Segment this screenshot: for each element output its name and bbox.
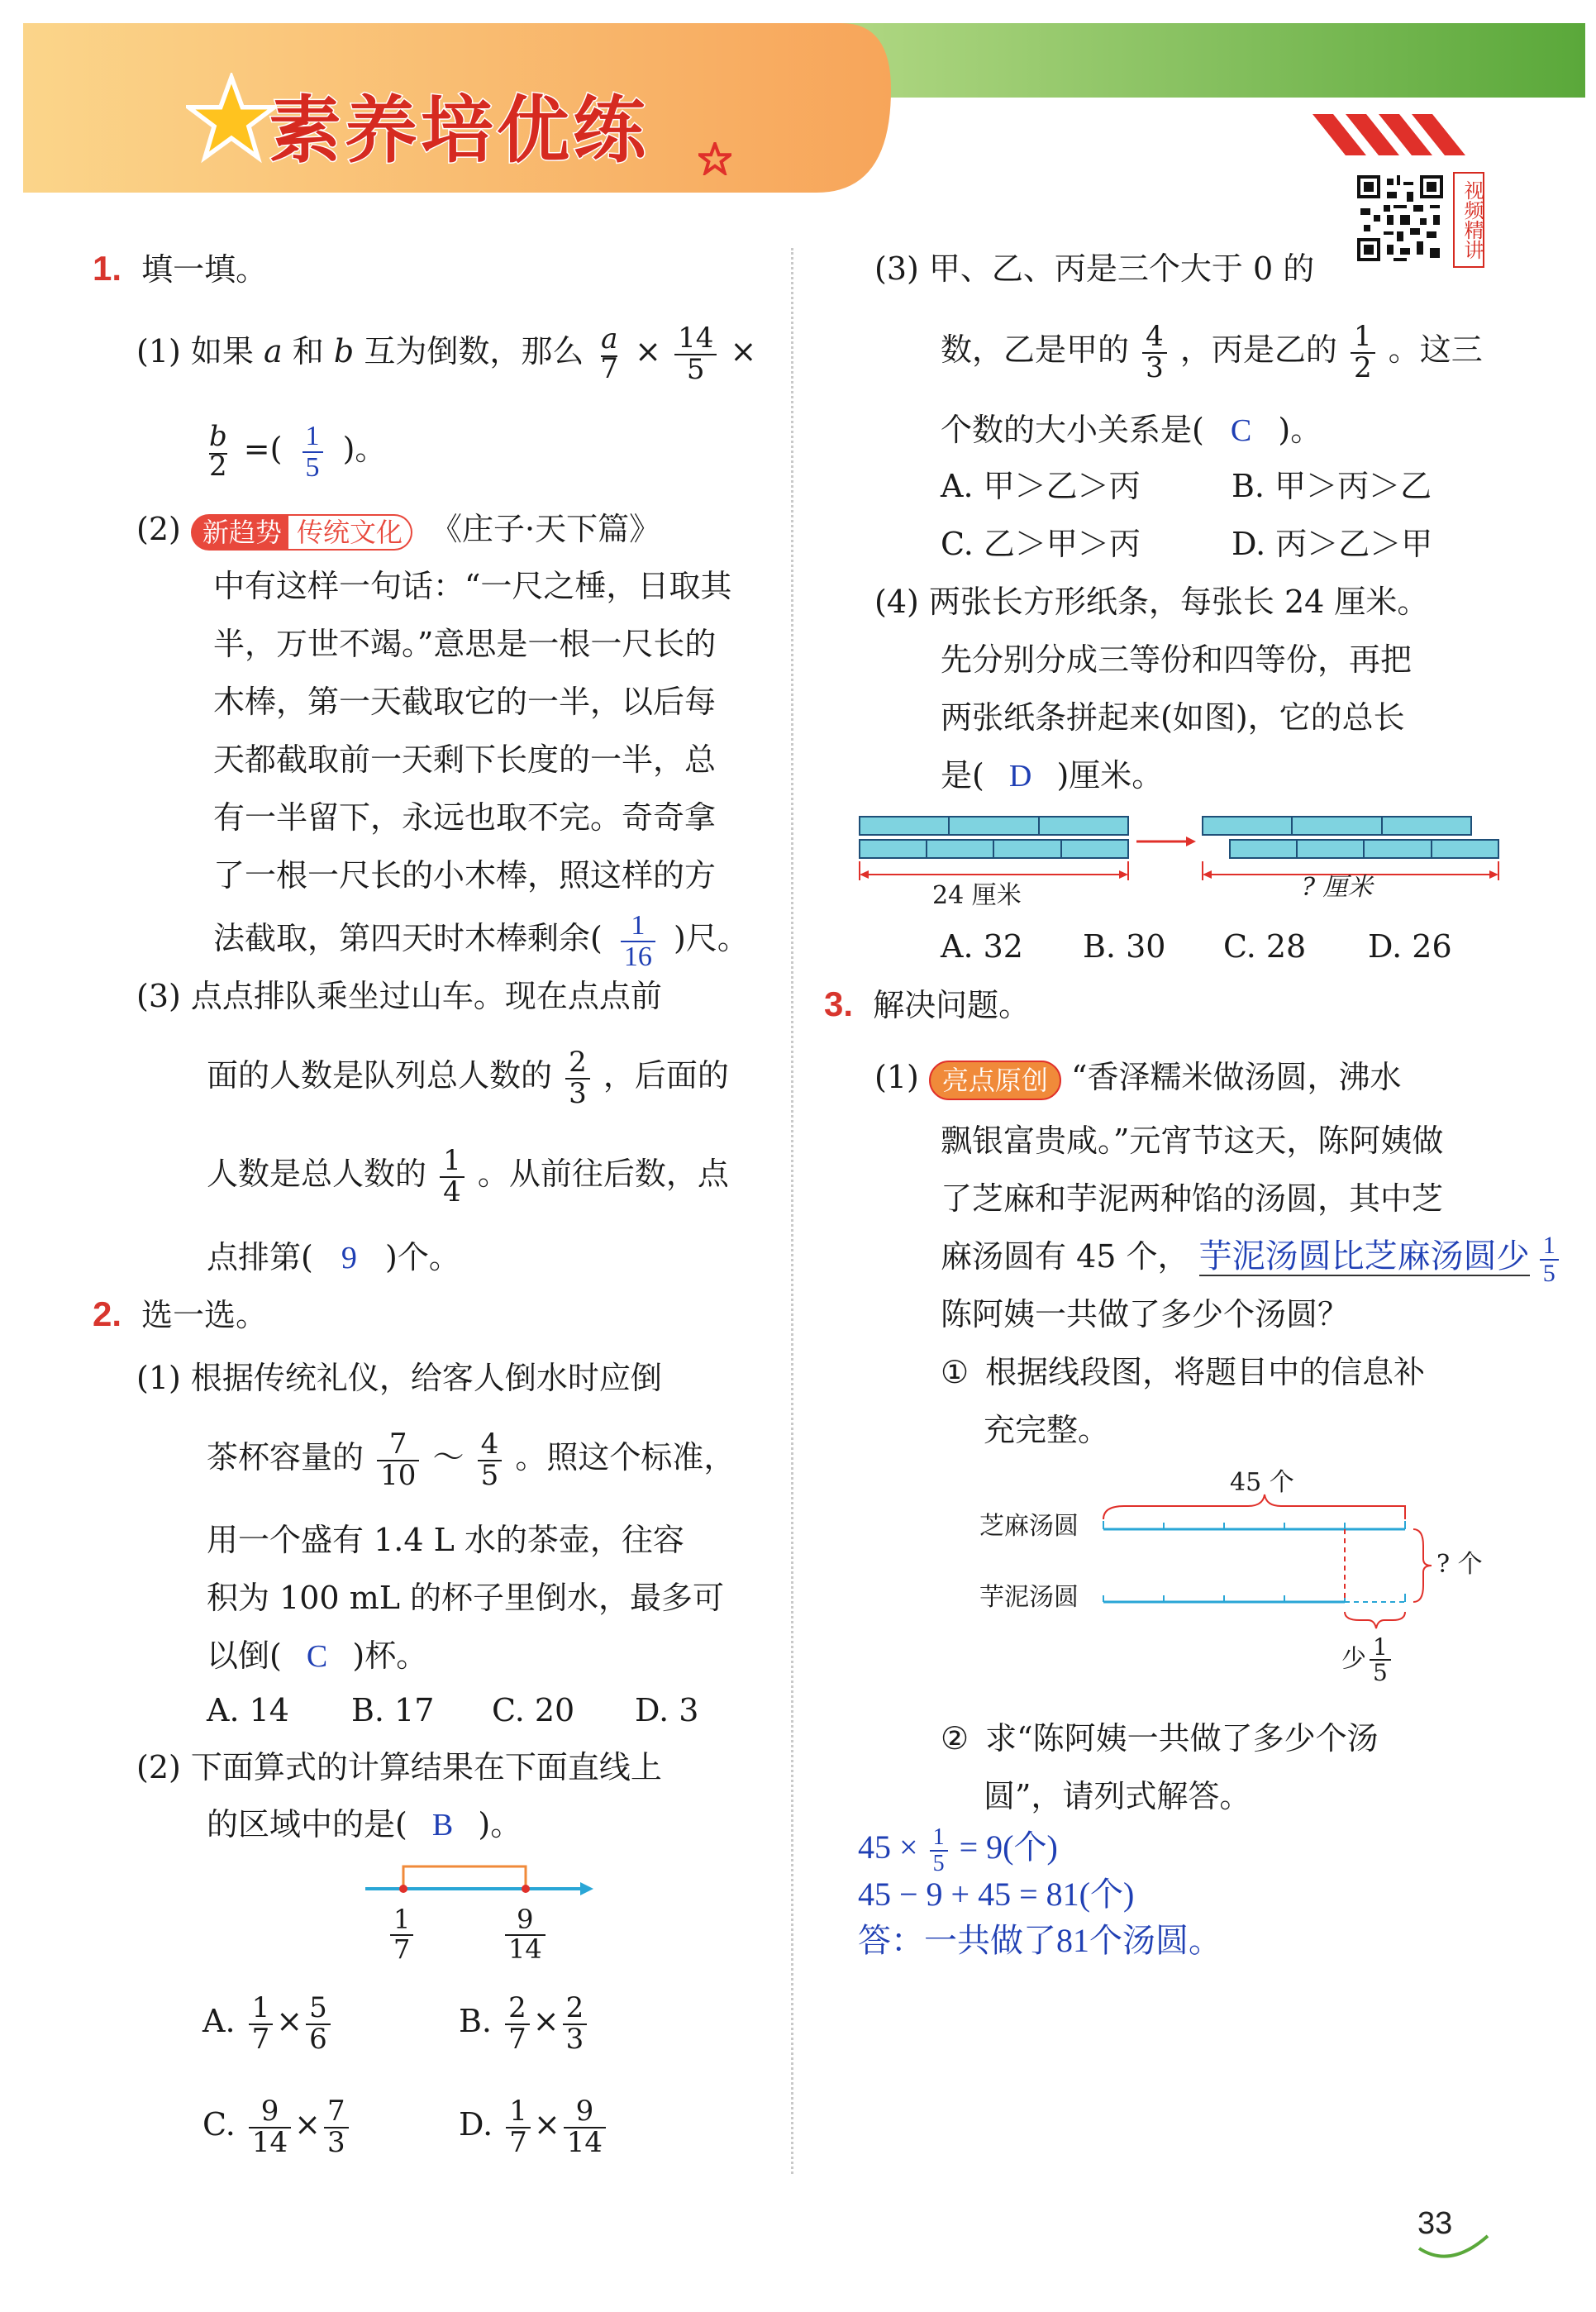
q2-p4-line4: 是( D )厘米。: [941, 757, 1164, 794]
q2-p3-option-a: A. 甲＞乙＞丙: [941, 468, 1141, 504]
tag-new-trend: 新趋势: [191, 514, 288, 551]
fraction: $\frac{b}{2}$: [208, 419, 227, 483]
q1-title: 填一填。: [141, 251, 268, 288]
q1-p2-line7: 了一根一尺长的小木棒，照这样的方: [213, 857, 717, 894]
q3-p1-line2: 飘银富贵咸。”元宵节这天，陈阿姨做: [941, 1123, 1444, 1159]
q3-sub1: ① 根据线段图，将题目中的信息补: [941, 1354, 1426, 1390]
answer-fraction: $\frac{1}{5}$: [1540, 1232, 1559, 1286]
answer-value: B: [431, 1808, 454, 1842]
q2-p2-option-b: B. $\frac{2}{7}$ × $\frac{2}{3}$: [459, 1992, 590, 2054]
q3-p1-line3: 了芝麻和芋泥两种馅的汤圆，其中芝: [941, 1180, 1444, 1217]
handwritten-fill: 芋泥汤圆比芝麻汤圆少: [1198, 1237, 1530, 1275]
q2-p1-line3: 用一个盛有 1.4 L 水的茶壶，往容: [207, 1522, 684, 1558]
number-line-left-label: $\frac{1}{7}$: [390, 1906, 413, 1963]
q2-p4-line2: 先分别分成三等份和四等份，再把: [941, 641, 1413, 678]
q1-p2-line8: 法截取，第四天时木棒剩余( $\frac{1}{16}$ )尺。: [213, 909, 749, 972]
q1-p1-line1: (1) 如果 a 和 b 互为倒数，那么 $\frac{a}{7}$ × $\frac{14}{5}$ ×: [136, 321, 757, 386]
q1-p2-line4: 木棒，第一天截取它的一半，以后每: [213, 684, 717, 720]
q2-p4-option-a: A. 32: [941, 928, 1023, 965]
q3-p1-line1: (1) 亮点原创 “香泽糯米做汤圆，沸水: [874, 1048, 1401, 1106]
number-line-right-label: $\frac{9}{14}$: [505, 1906, 545, 1963]
q3-title: 解决问题。: [873, 987, 1031, 1023]
q2-p3-option-c: C. 乙＞甲＞丙: [941, 526, 1141, 562]
answer-fraction: $\frac{1}{5}$: [303, 422, 323, 482]
answer-value: D: [1008, 759, 1032, 794]
star-icon: [186, 73, 277, 164]
q2-number: 2.: [93, 1294, 122, 1333]
q1-p3-line1: (3) 点点排队乘坐过山车。现在点点前: [136, 978, 662, 1014]
q3-p1-line5: 陈阿姨一共做了多少个汤圆？: [941, 1296, 1350, 1332]
q2-p3-line1: (3) 甲、乙、丙是三个大于 0 的: [874, 250, 1315, 287]
q1-heading: [93, 240, 267, 298]
fraction: $\frac{1}{4}$: [440, 1146, 465, 1207]
q1-p2-line3: 半，万世不竭。”意思是一根一尺长的: [213, 626, 717, 662]
q2-p4-line1: (4) 两张长方形纸条，每张长 24 厘米。: [874, 584, 1429, 620]
strip-left-label: 24 厘米: [932, 881, 1022, 910]
q2-p2-line1: (2) 下面算式的计算结果在下面直线上: [136, 1749, 662, 1785]
q2-p4-option-b: B. 30: [1083, 928, 1166, 965]
q2-p3-line2: 数，乙是甲的 $\frac{4}{3}$ ，丙是乙的 $\frac{1}{2}$ 。这三: [941, 319, 1483, 384]
q3-heading: [824, 975, 1030, 1034]
tag-traditional-culture: 传统文化: [288, 514, 412, 551]
q2-p1-line1: (1) 根据传统礼仪，给客人倒水时应倒: [136, 1360, 662, 1396]
diagram-row1-label: 芝麻汤圆: [979, 1512, 1079, 1541]
solution-line1: 45 × $\frac{1}{5}$ = 9(个): [858, 1824, 1058, 1876]
q2-p4-line3: 两张纸条拼起来(如图)，它的总长: [941, 699, 1405, 736]
page-number: 33: [1417, 2206, 1453, 2241]
q3-sub2-line2: 圆”，请列式解答。: [984, 1778, 1251, 1814]
q2-p2-option-a: A. $\frac{1}{7}$ × $\frac{5}{6}$: [202, 1992, 334, 2054]
q2-p2-option-c: C. $\frac{9}{14}$ × $\frac{7}{3}$: [202, 2095, 352, 2157]
strip-right-label: ? 厘米: [1302, 873, 1373, 902]
q1-p3-line3: 人数是总人数的 $\frac{1}{4}$ 。从前往后数，点: [207, 1143, 729, 1208]
page-number-swirl-icon: [1417, 2232, 1492, 2265]
q2-heading: [93, 1285, 267, 1344]
q2-title: 选一选。: [141, 1297, 268, 1333]
q2-p1-option-c: C. 20: [492, 1692, 575, 1728]
qr-side-label: 视频精讲: [1453, 172, 1484, 268]
fraction: $\frac{a}{7}$: [600, 322, 619, 385]
q1-number: 1.: [93, 249, 122, 288]
q2-p3-option-b: B. 甲＞丙＞乙: [1232, 468, 1432, 504]
q2-p1-line2: 茶杯容量的 $\frac{7}{10}$ ～ $\frac{4}{5}$ 。照这个标准，: [207, 1427, 736, 1492]
q2-p1-line5: 以倒( C )杯。: [207, 1637, 428, 1674]
q1-p2-line6: 有一半留下，永远也取不完。奇奇拿: [213, 799, 717, 836]
fraction: $\frac{1}{2}$: [1351, 322, 1375, 383]
q3-sub1-line2: 充完整。: [984, 1412, 1110, 1448]
fraction: $\frac{7}{10}$: [377, 1430, 419, 1490]
q1-p2-line1: (2) 新趋势 传统文化 《庄子·天下篇》: [136, 500, 660, 558]
solution-line2: 45 − 9 + 45 = 81(个): [858, 1876, 1135, 1913]
diagram-top-label: 45 个: [1230, 1468, 1294, 1497]
q2-p2-line2: 的区域中的是( B )。: [207, 1806, 522, 1842]
q3-number: 3.: [824, 984, 854, 1023]
q3-sub2: ② 求“陈阿姨一共做了多少个汤: [941, 1720, 1379, 1757]
q2-p4-option-d: D. 26: [1368, 928, 1452, 965]
q2-p1-option-a: A. 14: [207, 1692, 289, 1728]
fraction: $\frac{14}{5}$: [674, 324, 717, 384]
q2-p1-option-b: B. 17: [351, 1692, 435, 1728]
q2-p3-option-d: D. 丙＞乙＞甲: [1232, 526, 1433, 562]
q2-p1-line4: 积为 100 mL 的杯子里倒水，最多可: [207, 1580, 725, 1616]
q1-p1-line2: $\frac{b}{2}$ =( $\frac{1}{5}$ )。: [202, 420, 386, 482]
q1-p2-line2: 中有这样一句话：“一尺之棰，日取其: [213, 568, 732, 604]
line-segment-diagram: [1099, 1488, 1446, 1645]
q2-p3-line3: 个数的大小关系是( C )。: [941, 412, 1322, 448]
column-divider: [791, 248, 793, 2174]
diagram-total-label: ? 个: [1436, 1550, 1483, 1579]
tag-highlight-original: 亮点原创: [929, 1061, 1061, 1100]
answer-value: C: [1230, 413, 1252, 448]
q3-p1-line4: 麻汤圆有 45 个， 芋泥汤圆比芝麻汤圆少 $\frac{1}{5}$: [941, 1228, 1562, 1286]
q1-p3-line2: 面的人数是队列总人数的 $\frac{2}{3}$ ，后面的: [207, 1045, 729, 1110]
q2-p2-option-d: D. $\frac{1}{7}$ × $\frac{9}{14}$: [459, 2095, 609, 2157]
fraction: $\frac{4}{3}$: [1142, 322, 1167, 383]
solution-answer: 答：一共做了81个汤圆。: [858, 1922, 1222, 1959]
small-star-icon: [698, 142, 731, 175]
fraction: $\frac{2}{3}$: [565, 1048, 590, 1108]
answer-value: 9: [341, 1241, 357, 1275]
q2-p1-option-d: D. 3: [635, 1692, 699, 1728]
q1-p3-line4: 点排第( 9 )个。: [207, 1239, 460, 1275]
answer-value: C: [306, 1639, 328, 1674]
diagram-row2-label: 芋泥汤圆: [979, 1583, 1079, 1612]
fraction: $\frac{4}{5}$: [478, 1430, 503, 1490]
page-title: 素养培优练: [269, 88, 650, 173]
diagram-less-label: 少 $\frac{1}{5}$: [1341, 1635, 1394, 1685]
qr-code[interactable]: [1354, 172, 1446, 265]
q1-p2-line5: 天都截取前一天剩下长度的一半，总: [213, 741, 717, 778]
q2-p4-option-c: C. 28: [1223, 928, 1307, 965]
answer-fraction: $\frac{1}{16}$: [621, 911, 655, 971]
